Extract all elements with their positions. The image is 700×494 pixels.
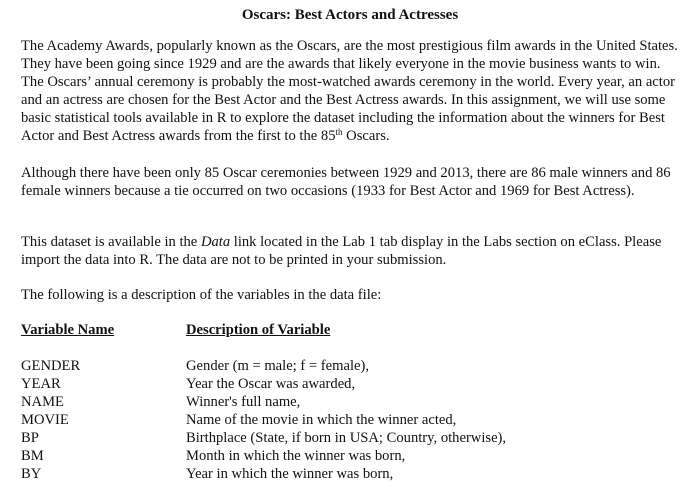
variable-description-header: Description of Variable [186, 322, 331, 338]
intro-paragraph [21, 37, 683, 145]
dataset-text-after: link located in the Lab 1 tab display in the Labs section on eClass. Please import the data into R. The data are not to be printed in your submission. [21, 234, 662, 268]
variable-name: MOVIE [21, 412, 69, 428]
table-row [0, 411, 700, 429]
variable-description: Name of the movie in which the winner acted, [186, 412, 457, 428]
variable-name: NAME [21, 394, 64, 410]
variable-name: GENDER [21, 358, 81, 374]
variable-name: BM [21, 448, 44, 464]
table-row [0, 447, 700, 465]
variable-name: YEAR [21, 376, 61, 392]
data-link-word: Data [200, 234, 231, 250]
variable-description: Birthplace (State, if born in USA; Country, otherwise), [186, 430, 507, 446]
variable-description: Year in which the winner was born, [186, 466, 394, 482]
intro-tail: Oscars. [342, 128, 390, 144]
variable-description: Month in which the winner was born, [186, 448, 406, 464]
variable-name: BP [21, 430, 39, 446]
variable-description: Year the Oscar was awarded, [186, 376, 356, 392]
variable-name-header: Variable Name [21, 322, 115, 338]
variable-name: BY [21, 466, 42, 482]
table-row [0, 357, 700, 375]
variable-table [0, 357, 700, 483]
dataset-paragraph [21, 233, 683, 269]
tie-paragraph: Although there have been only 85 Oscar ceremonies between 1929 and 2013, there are 86 male winners and 86 female winners because a tie occurred on two occasions (1933 for Best Actor and 1969 for Best Actress). [21, 165, 671, 199]
table-row [0, 429, 700, 447]
ordinal-superscript: th [335, 127, 343, 137]
intro-text: The Academy Awards, popularly known as the Oscars, are the most prestigious film awards in the United States. They have been going since 1929 and are the awards that likely everyone in the movie business wants to win. The Oscars’ annual ceremony is probably the most-watched awards ceremony in the world. Every year, an actor and an actress are chosen for the Best Actor and the Best Actress awards. In this assignment, we will use some basic statistical tools available in R to explore the dataset including the information about the winners for Best Actor and Best Actress awards from the first to the 85 [21, 38, 678, 144]
variable-description: Winner's full name, [186, 394, 301, 410]
page-title: Oscars: Best Actors and Actresses [241, 7, 459, 23]
dataset-text-before: This dataset is available in the [21, 234, 201, 250]
variables-intro: The following is a description of the variables in the data file: [21, 287, 382, 303]
table-row [0, 393, 700, 411]
variable-description: Gender (m = male; f = female), [186, 358, 369, 374]
table-row [0, 465, 700, 483]
table-row [0, 375, 700, 393]
